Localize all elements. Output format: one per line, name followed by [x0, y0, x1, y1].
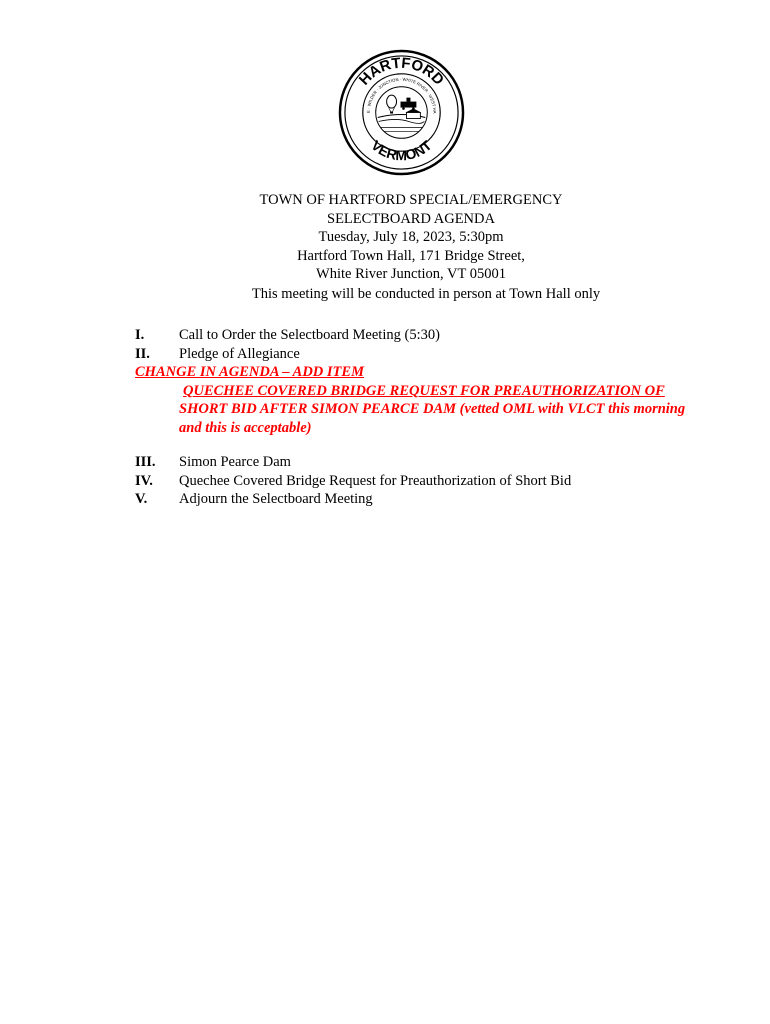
header-title: TOWN OF HARTFORD SPECIAL/EMERGENCY — [259, 192, 563, 208]
agenda-item-number: III. — [135, 454, 156, 470]
agenda-item-number: IV. — [135, 472, 153, 489]
meeting-location: Hartford Town Hall, 171 Bridge Street, — [297, 247, 525, 264]
agenda-item-text: Quechee Covered Bridge Request for Preauthorization of Short Bid — [179, 472, 572, 489]
change-line: QUECHEE COVERED BRIDGE REQUEST FOR PREAUTHORIZATION OF — [183, 382, 665, 399]
svg-text:VERMONT: VERMONT — [368, 137, 435, 164]
change-heading: CHANGE IN AGENDA – ADD ITEM — [135, 364, 364, 380]
agenda-item-text: Adjourn the Selectboard Meeting — [179, 491, 373, 507]
svg-text:HARTFORD: HARTFORD — [356, 55, 447, 89]
meeting-notice: This meeting will be conducted in person at Town Hall only — [251, 286, 601, 302]
agenda-item-number: II. — [135, 345, 150, 362]
header-subtitle: SELECTBOARD AGENDA — [327, 210, 495, 227]
change-body — [179, 382, 724, 438]
town-seal-logo — [337, 48, 466, 177]
agenda-item-number: V. — [135, 491, 148, 507]
agenda-item-text: Simon Pearce Dam — [179, 454, 291, 470]
agenda-header — [0, 191, 770, 284]
agenda-change-notice — [135, 363, 724, 437]
agenda-item-number: I. — [135, 327, 145, 343]
agenda-item-text: Call to Order the Selectboard Meeting (5:30) — [179, 327, 440, 343]
meeting-date: Tuesday, July 18, 2023, 5:30pm — [318, 229, 504, 245]
meeting-city: White River Junction, VT 05001 — [316, 266, 506, 282]
change-line: and this is acceptable) — [179, 419, 312, 436]
change-line: SHORT BID AFTER SIMON PEARCE DAM (vetted OML with VLCT this morning — [179, 401, 686, 417]
agenda-item-text: Pledge of Allegiance — [179, 345, 300, 362]
svg-text:QUECHEE · WILDER · JUNCTION ·: E · WILDER · JUNCTION · WHITE RIVER · WEST HA — [365, 76, 438, 114]
